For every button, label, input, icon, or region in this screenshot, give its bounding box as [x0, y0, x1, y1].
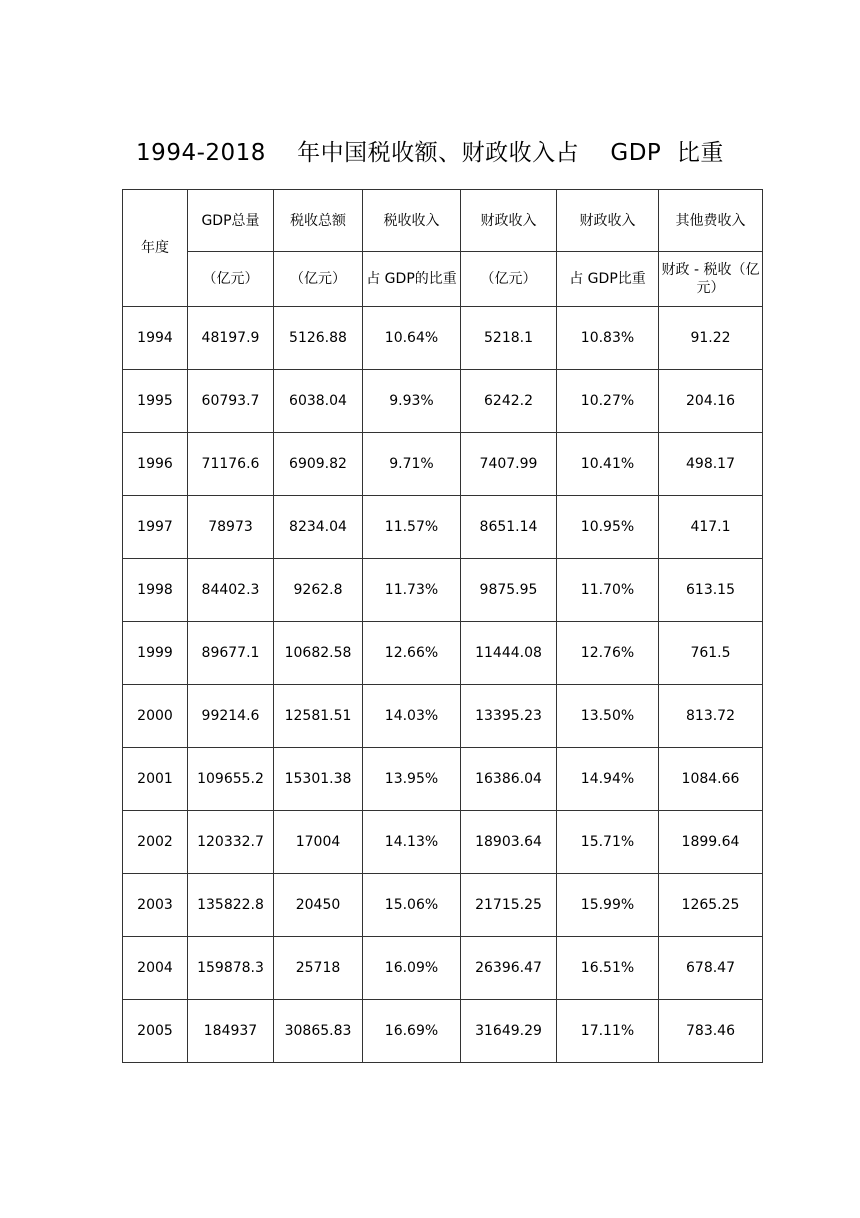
table-row	[123, 433, 763, 496]
cell-year: 2002	[123, 811, 188, 874]
header-other-unit: 财政 - 税收（亿元）	[659, 252, 763, 307]
table-row	[123, 370, 763, 433]
cell-tax-pct: 13.95%	[363, 748, 461, 811]
cell-fiscal-pct: 10.27%	[557, 370, 659, 433]
header-fiscal: 财政收入	[461, 190, 557, 252]
cell-other: 783.46	[659, 1000, 763, 1063]
table-row	[123, 307, 763, 370]
cell-gdp: 159878.3	[188, 937, 274, 1000]
cell-tax-pct: 10.64%	[363, 307, 461, 370]
header-tax: 税收总额	[274, 190, 363, 252]
cell-fiscal: 13395.23	[461, 685, 557, 748]
cell-year: 1995	[123, 370, 188, 433]
table-body	[123, 190, 763, 1063]
cell-fiscal-pct: 15.99%	[557, 874, 659, 937]
cell-fiscal-pct: 10.41%	[557, 433, 659, 496]
table-row	[123, 496, 763, 559]
cell-fiscal-pct: 11.70%	[557, 559, 659, 622]
cell-tax-pct: 12.66%	[363, 622, 461, 685]
cell-gdp: 120332.7	[188, 811, 274, 874]
cell-year: 2000	[123, 685, 188, 748]
cell-year: 2003	[123, 874, 188, 937]
cell-tax: 8234.04	[274, 496, 363, 559]
cell-tax: 5126.88	[274, 307, 363, 370]
header-gdp: GDP总量	[188, 190, 274, 252]
table-row	[123, 559, 763, 622]
cell-tax: 6038.04	[274, 370, 363, 433]
table-row	[123, 874, 763, 937]
cell-tax-pct: 16.09%	[363, 937, 461, 1000]
cell-tax-pct: 14.03%	[363, 685, 461, 748]
cell-tax: 12581.51	[274, 685, 363, 748]
cell-gdp: 135822.8	[188, 874, 274, 937]
cell-fiscal: 7407.99	[461, 433, 557, 496]
cell-other: 417.1	[659, 496, 763, 559]
header-year: 年度	[123, 190, 188, 307]
header-fiscal-share-unit: 占 GDP比重	[557, 252, 659, 307]
cell-tax-pct: 9.71%	[363, 433, 461, 496]
cell-fiscal: 6242.2	[461, 370, 557, 433]
cell-other: 1084.66	[659, 748, 763, 811]
cell-fiscal: 8651.14	[461, 496, 557, 559]
cell-tax: 25718	[274, 937, 363, 1000]
table-row	[123, 685, 763, 748]
cell-tax: 9262.8	[274, 559, 363, 622]
data-table	[122, 189, 763, 1063]
cell-gdp: 78973	[188, 496, 274, 559]
cell-gdp: 71176.6	[188, 433, 274, 496]
cell-other: 613.15	[659, 559, 763, 622]
cell-year: 1999	[123, 622, 188, 685]
cell-gdp: 84402.3	[188, 559, 274, 622]
cell-fiscal: 21715.25	[461, 874, 557, 937]
header-gdp-unit: （亿元）	[188, 252, 274, 307]
cell-gdp: 89677.1	[188, 622, 274, 685]
cell-fiscal: 9875.95	[461, 559, 557, 622]
cell-other: 1265.25	[659, 874, 763, 937]
page-title: 1994-2018 年中国税收额、财政收入占 GDP 比重	[136, 140, 724, 166]
cell-fiscal-pct: 13.50%	[557, 685, 659, 748]
cell-tax: 6909.82	[274, 433, 363, 496]
table-row	[123, 1000, 763, 1063]
cell-other: 91.22	[659, 307, 763, 370]
cell-tax-pct: 11.57%	[363, 496, 461, 559]
cell-fiscal: 16386.04	[461, 748, 557, 811]
table-row	[123, 937, 763, 1000]
cell-year: 1996	[123, 433, 188, 496]
header-row-bottom	[123, 252, 763, 307]
header-fiscal-share: 财政收入	[557, 190, 659, 252]
cell-fiscal: 31649.29	[461, 1000, 557, 1063]
header-tax-share-unit: 占 GDP的比重	[363, 252, 461, 307]
cell-other: 498.17	[659, 433, 763, 496]
cell-tax-pct: 14.13%	[363, 811, 461, 874]
cell-year: 1997	[123, 496, 188, 559]
cell-fiscal: 11444.08	[461, 622, 557, 685]
cell-gdp: 109655.2	[188, 748, 274, 811]
cell-fiscal: 5218.1	[461, 307, 557, 370]
cell-tax-pct: 16.69%	[363, 1000, 461, 1063]
cell-year: 2001	[123, 748, 188, 811]
cell-other: 1899.64	[659, 811, 763, 874]
cell-fiscal-pct: 17.11%	[557, 1000, 659, 1063]
table-row	[123, 748, 763, 811]
header-other: 其他费收入	[659, 190, 763, 252]
cell-gdp: 184937	[188, 1000, 274, 1063]
cell-tax-pct: 11.73%	[363, 559, 461, 622]
cell-fiscal-pct: 14.94%	[557, 748, 659, 811]
cell-tax: 30865.83	[274, 1000, 363, 1063]
cell-other: 813.72	[659, 685, 763, 748]
cell-tax: 20450	[274, 874, 363, 937]
cell-gdp: 48197.9	[188, 307, 274, 370]
cell-fiscal-pct: 15.71%	[557, 811, 659, 874]
cell-year: 1994	[123, 307, 188, 370]
table-row	[123, 622, 763, 685]
cell-gdp: 60793.7	[188, 370, 274, 433]
cell-fiscal-pct: 12.76%	[557, 622, 659, 685]
cell-year: 1998	[123, 559, 188, 622]
cell-fiscal-pct: 10.95%	[557, 496, 659, 559]
cell-gdp: 99214.6	[188, 685, 274, 748]
cell-year: 2005	[123, 1000, 188, 1063]
cell-other: 678.47	[659, 937, 763, 1000]
cell-fiscal-pct: 16.51%	[557, 937, 659, 1000]
cell-tax-pct: 15.06%	[363, 874, 461, 937]
cell-other: 761.5	[659, 622, 763, 685]
cell-fiscal: 18903.64	[461, 811, 557, 874]
header-tax-share: 税收收入	[363, 190, 461, 252]
cell-tax: 10682.58	[274, 622, 363, 685]
cell-fiscal-pct: 10.83%	[557, 307, 659, 370]
cell-tax: 17004	[274, 811, 363, 874]
cell-year: 2004	[123, 937, 188, 1000]
cell-other: 204.16	[659, 370, 763, 433]
cell-tax-pct: 9.93%	[363, 370, 461, 433]
table-row	[123, 811, 763, 874]
header-row-top	[123, 190, 763, 252]
header-tax-unit: （亿元）	[274, 252, 363, 307]
cell-fiscal: 26396.47	[461, 937, 557, 1000]
cell-tax: 15301.38	[274, 748, 363, 811]
header-fiscal-unit: （亿元）	[461, 252, 557, 307]
